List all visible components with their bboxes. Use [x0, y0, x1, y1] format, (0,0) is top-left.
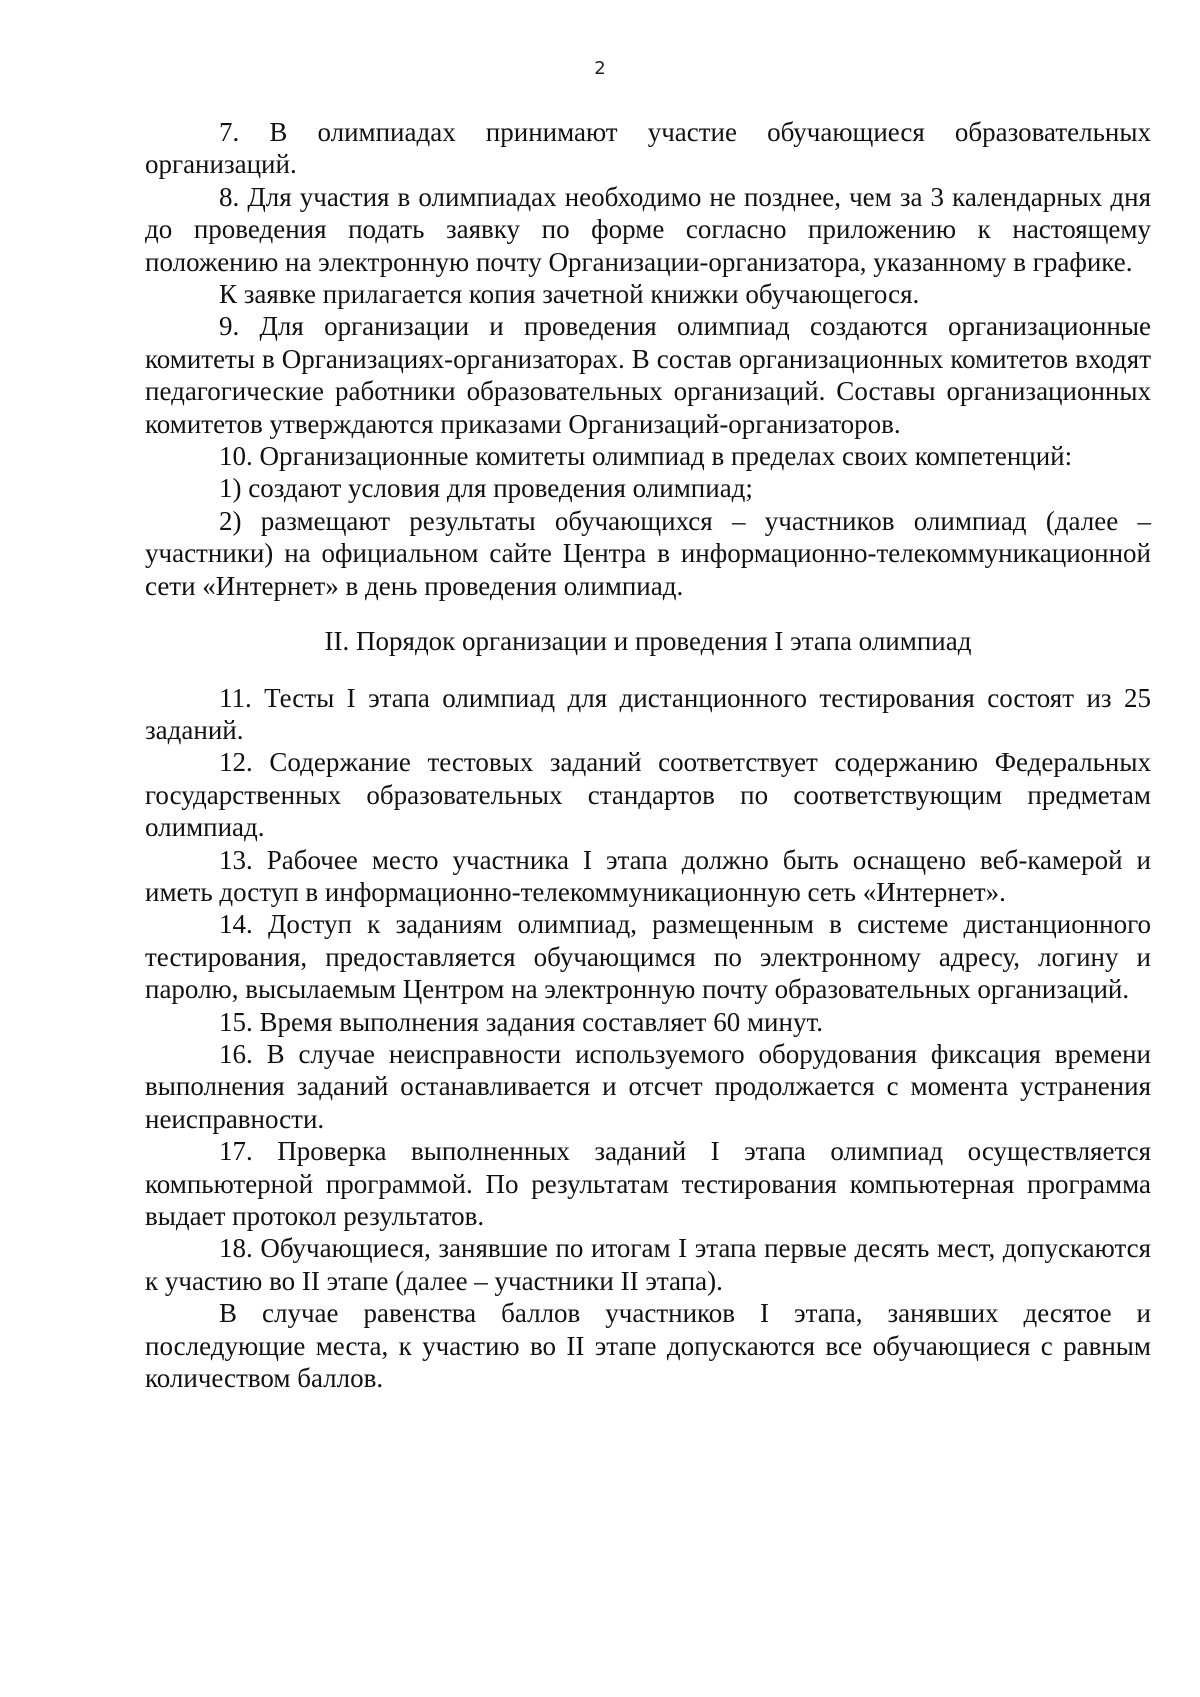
paragraph-17: 17. Проверка выполненных заданий I этапа олимпиад осуществляется компьютерной программой. По результатам тестирования компьютерная программа выдает протокол результатов. — [145, 1136, 1151, 1231]
page-number: 2 — [594, 58, 606, 79]
paragraph-8: 8. Для участия в олимпиадах необходимо не позднее, чем за 3 календарных дня до проведения подать заявку по форме согласно приложению к настоящему положению на электронную почту Организации-организатора, указанному в графике. — [145, 181, 1151, 277]
paragraph-10-item-2: 2) размещают результаты обучающихся – участников олимпиад (далее – участники) на официальном сайте Центра в информационно-телекоммуникационной сети «Интернет» в день проведения олимпиад. — [145, 505, 1151, 601]
paragraph-15: 15. Время выполнения задания составляет 60 минут. — [219, 1006, 823, 1037]
paragraph-7: 7. В олимпиадах принимают участие обучающиеся образовательных организаций. — [145, 117, 1151, 180]
paragraph-14: 14. Доступ к заданиям олимпиад, размещенным в системе дистанционного тестирования, предоставляется обучающимся по электронному адресу, логину и паролю, высылаемым Центром на электронную почту образовательных организаций. — [145, 909, 1151, 1005]
paragraph-10-item-1: 1) создают условия для проведения олимпиад; — [219, 473, 753, 504]
paragraph-9: 9. Для организации и проведения олимпиад создаются организационные комитеты в Организациях-организаторах. В состав организационных комитетов входят педагогические работники образовательных организаций. Составы организационных комитетов утверждаются приказами Организаций-организаторов. — [145, 311, 1151, 439]
paragraph-18-tie-rule: В случае равенства баллов участников I этапа, занявших десятое и последующие места, к участию во II этапе допускаются все обучающиеся с равным количеством баллов. — [145, 1298, 1151, 1394]
paragraph-18: 18. Обучающиеся, занявшие по итогам I этапа первые десять мест, допускаются к участию во II этапе (далее – участники II этапа). — [145, 1233, 1151, 1296]
document-body — [145, 116, 1151, 1394]
paragraph-16: 16. В случае неисправности используемого оборудования фиксация времени выполнения заданий останавливается и отсчет продолжается с момента устранения неисправности. — [145, 1038, 1151, 1134]
paragraph-8-attachment: К заявке прилагается копия зачетной книжки обучающегося. — [219, 279, 920, 310]
paragraph-11: 11. Тесты I этапа олимпиад для дистанционного тестирования состоят из 25 заданий. — [145, 682, 1151, 745]
paragraph-13: 13. Рабочее место участника I этапа должно быть оснащено веб-камерой и иметь доступ в информационно-телекоммуникационную сеть «Интернет». — [145, 844, 1151, 907]
paragraph-12: 12. Содержание тестовых заданий соответствует содержанию Федеральных государственных образовательных стандартов по соответствующим предметам олимпиад. — [145, 747, 1151, 843]
section-heading: II. Порядок организации и проведения I этапа олимпиад — [324, 626, 972, 657]
paragraph-10: 10. Организационные комитеты олимпиад в пределах своих компетенций: — [219, 441, 1073, 472]
